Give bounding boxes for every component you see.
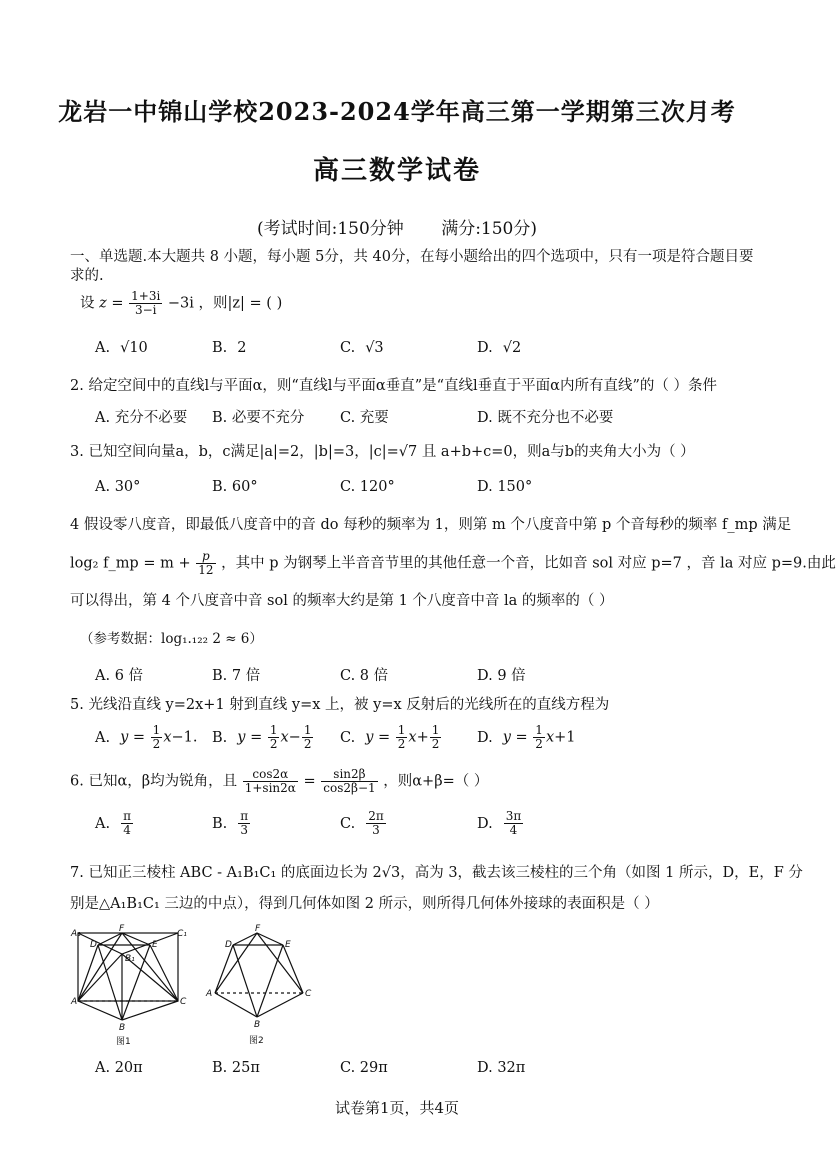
q6-fraction-left: $\frac{\cos 2\alpha}{1+\sin 2\alpha}$ (244, 767, 296, 795)
q6-option-a[interactable]: A. $\frac{\pi}{4}$ (95, 809, 131, 837)
q1-option-a[interactable]: A. √10 (95, 340, 148, 356)
svg-text:D: D (90, 940, 97, 950)
svg-text:C: C (180, 997, 187, 1007)
figure-1-truncated-prism (70, 925, 185, 1050)
q5-option-d[interactable]: D. y = $\frac{1}{2}$ x+1 (477, 723, 576, 751)
svg-text:E: E (152, 940, 158, 950)
q1-option-c[interactable]: C. √3 (340, 340, 384, 356)
q2-option-b[interactable]: B. 必要不充分 (212, 410, 305, 426)
exam-meta (0, 214, 794, 239)
question-1-stem: 设 z = $\frac{1+3i}{3-i}$ −3i ，则|z| = ( ) (80, 289, 283, 317)
q4-fraction: $\frac{p}{12}$ (198, 549, 214, 577)
q5-option-a[interactable]: A. y = $\frac{1}{2}$ x−1. (95, 723, 198, 751)
figure-2-label: 图2 (249, 1036, 264, 1046)
q2-option-a[interactable]: A. 充分不必要 (95, 410, 188, 426)
q4-option-a[interactable]: A. 6 倍 (95, 668, 144, 684)
q3-option-c[interactable]: C. 120° (340, 479, 395, 495)
svg-text:A: A (206, 989, 213, 999)
svg-text:F: F (119, 924, 125, 934)
q1-fraction: $\frac{1+3i}{3-i}$ (131, 289, 161, 317)
question-4-line1: 4 假设零八度音，即最低八度音中的音 do 每秒的频率为 1，则第 m 个八度音中第 p 个音每秒的频率 f_mp 满足 (70, 517, 792, 533)
q6-option-c[interactable]: C. $\frac{2\pi}{3}$ (340, 809, 384, 837)
exam-time: (考试时间:150分钟 (256, 219, 404, 239)
figure-2-polyhedron (205, 925, 315, 1050)
q2-option-c[interactable]: C. 充要 (340, 410, 389, 426)
q3-option-d[interactable]: D. 150° (477, 479, 533, 495)
question-6-stem: 6. 已知α，β均为锐角，且 $\frac{\cos 2\alpha}{1+\sin 2\alpha}$ = $\frac{\sin 2\beta}{\cos 2\beta-1}$ ，则α+β=（ ） (70, 767, 489, 795)
q2-option-d[interactable]: D. 既不充分也不必要 (477, 410, 614, 426)
figure-1-label: 图1 (116, 1037, 131, 1047)
exam-title: 龙岩一中锦山学校2023-2024学年高三第一学期第三次月考 (58, 97, 736, 126)
question-7-line2: 别是△A₁B₁C₁ 三边的中点），得到几何体如图 2 所示，则所得几何体外接球的表面积是（ ） (70, 896, 659, 912)
section-heading-cont: 求的. (70, 268, 104, 284)
svg-text:A₁: A₁ (71, 929, 81, 939)
question-4-reference: （参考数据：log₁.₁₂₂ 2 ≈ 6） (80, 631, 263, 647)
q6-option-b[interactable]: B. $\frac{\pi}{3}$ (212, 809, 249, 837)
exam-subtitle: 高三数学试卷 (312, 156, 481, 186)
question-4-line3: 可以得出，第 4 个八度音中音 sol 的频率大约是第 1 个八度音中音 la 的频率的（ ） (70, 593, 614, 609)
q6-fraction-right: $\frac{\sin 2\beta}{\cos 2\beta-1}$ (323, 767, 376, 795)
svg-text:B: B (119, 1023, 126, 1033)
exam-score: 满分:150分) (441, 219, 538, 239)
q5-option-b[interactable]: B. y = $\frac{1}{2}$ x− $\frac{1}{2}$ (212, 723, 312, 751)
svg-text:C₁: C₁ (177, 929, 187, 939)
q4-option-d[interactable]: D. 9 倍 (477, 668, 526, 684)
q6-option-d[interactable]: D. $\frac{3\pi}{4}$ (477, 809, 522, 837)
svg-text:A: A (71, 997, 78, 1007)
q5-option-c[interactable]: C. y = $\frac{1}{2}$ x+ $\frac{1}{2}$ (340, 723, 440, 751)
q1-option-d[interactable]: D. √2 (477, 340, 522, 356)
question-7-line1: 7. 已知正三棱柱 ABC - A₁B₁C₁ 的底面边长为 2√3，高为 3，截去该三棱柱的三个角（如图 1 所示，D，E，F 分 (70, 865, 803, 881)
svg-text:B₁: B₁ (125, 954, 135, 964)
svg-text:B: B (254, 1020, 261, 1030)
svg-text:E: E (285, 940, 291, 950)
question-2-stem: 2. 给定空间中的直线l与平面α，则“直线l与平面α垂直”是“直线l垂直于平面α内所有直线”的（ ）条件 (70, 378, 717, 394)
question-4-line2: log₂ f_mp = m + $\frac{p}{12}$ ，其中 p 为钢琴上半音音节里的其他任意一个音，比如音 sol 对应 p=7 ，音 la 对应 p=9.由此 (70, 549, 836, 577)
q1-option-b[interactable]: B. 2 (212, 340, 247, 356)
svg-text:D: D (225, 940, 232, 950)
q7-option-a[interactable]: A. 20π (95, 1060, 143, 1076)
q4-option-b[interactable]: B. 7 倍 (212, 668, 261, 684)
svg-text:C: C (305, 989, 312, 999)
question-5-stem: 5. 光线沿直线 y=2x+1 射到直线 y=x 上，被 y=x 反射后的光线所在的直线方程为 (70, 697, 610, 713)
question-3-stem: 3. 已知空间向量a，b，c满足|a|=2，|b|=3，|c|=√7 且 a+b+c=0，则a与b的夹角大小为（ ） (70, 444, 695, 460)
q7-option-c[interactable]: C. 29π (340, 1060, 388, 1076)
q3-option-a[interactable]: A. 30° (95, 479, 141, 495)
svg-text:F: F (255, 924, 261, 934)
q7-option-b[interactable]: B. 25π (212, 1060, 260, 1076)
q7-option-d[interactable]: D. 32π (477, 1060, 526, 1076)
section-heading: 一、单选题.本大题共 8 小题，每小题 5分，共 40分，在每小题给出的四个选项中，只有一项是符合题目要 (70, 249, 754, 265)
q3-option-b[interactable]: B. 60° (212, 479, 258, 495)
page-footer: 试卷第1页，共4页 (334, 1099, 460, 1117)
q4-option-c[interactable]: C. 8 倍 (340, 668, 389, 684)
